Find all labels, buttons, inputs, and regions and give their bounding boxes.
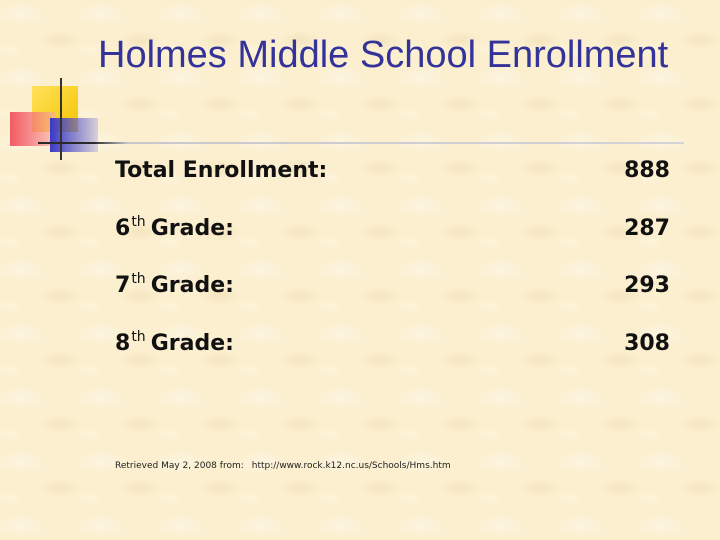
total-enrollment-row — [115, 150, 670, 208]
citation-url: http://www.rock.k12.nc.us/Schools/Hms.htm — [251, 461, 451, 471]
grade-6-row — [115, 208, 670, 266]
grade-8-number: 8 — [115, 330, 131, 356]
total-enrollment-value: 888 — [624, 158, 670, 183]
enrollment-list — [115, 150, 670, 380]
slide-title: Holmes Middle School Enrollment — [98, 34, 669, 76]
decor-blue-square — [50, 118, 98, 152]
grade-7-value: 293 — [624, 273, 670, 298]
grade-8-suffix: th — [131, 328, 146, 345]
grade-8-row — [115, 323, 670, 381]
decor-horizontal-rule — [38, 142, 684, 144]
grade-6-suffix: th — [131, 213, 146, 230]
grade-6-number: 6 — [115, 215, 131, 241]
grade-6-label — [115, 213, 234, 241]
decor-vertical-line — [60, 78, 62, 160]
grade-8-label — [115, 328, 234, 356]
grade-7-word: Grade: — [150, 273, 234, 298]
grade-7-label — [115, 273, 234, 298]
grade-7-suffix: th — [131, 271, 146, 287]
grade-8-value: 308 — [624, 330, 670, 356]
total-enrollment-label: Total Enrollment: — [115, 158, 328, 183]
citation-text: Retrieved May 2, 2008 from: — [115, 461, 244, 471]
grade-6-value: 287 — [624, 215, 670, 241]
source-citation — [115, 461, 451, 471]
grade-6-word: Grade: — [150, 215, 234, 241]
grade-7-number: 7 — [115, 273, 131, 298]
grade-7-row — [115, 265, 670, 323]
grade-8-word: Grade: — [150, 330, 234, 356]
